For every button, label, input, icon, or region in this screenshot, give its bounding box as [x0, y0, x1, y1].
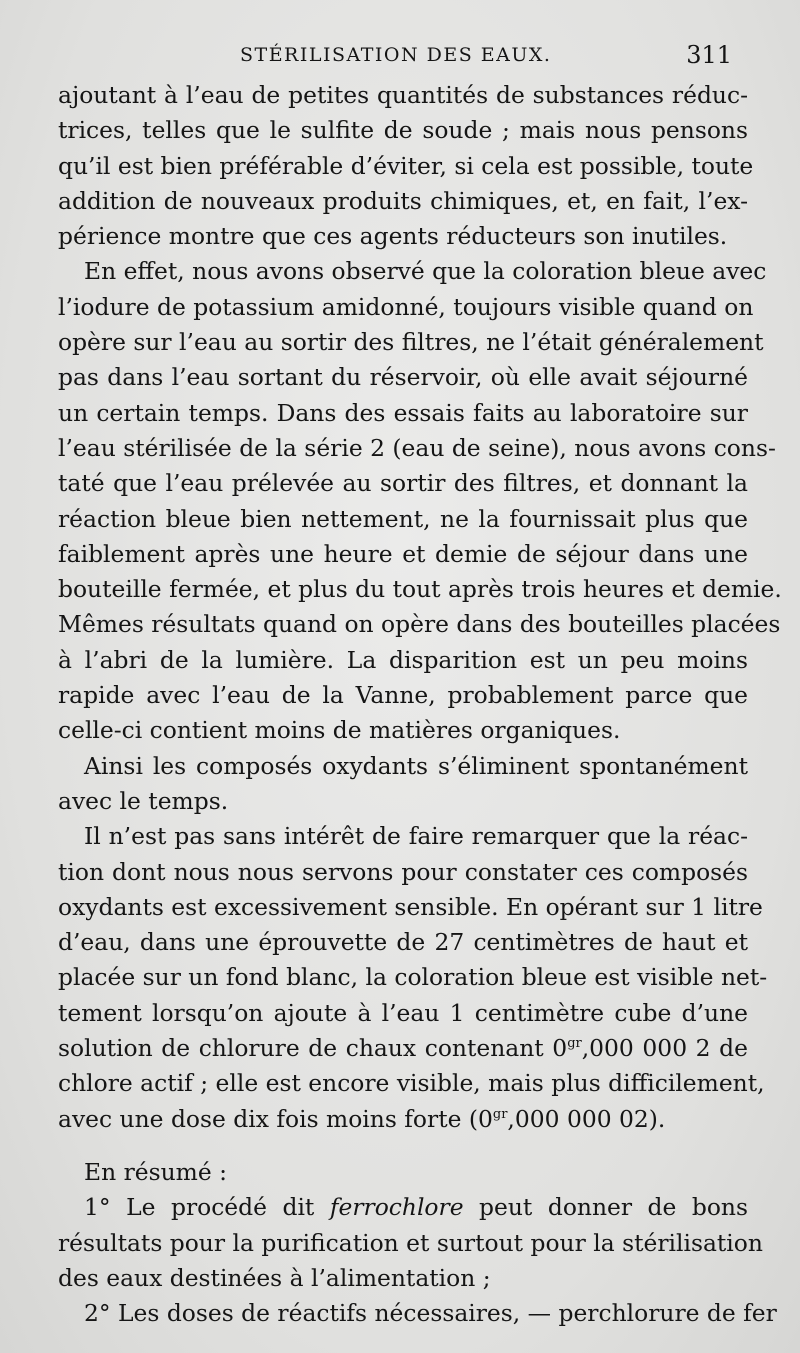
text-line: addition de nouveaux produits chimiques, et, en fait, l’ex-	[58, 186, 748, 215]
text-segment: solution de chlorure de chaux contenant 0	[58, 1034, 568, 1063]
text-line: 2° Les doses de réactifs nécessaires, — perchlorure de fer	[84, 1299, 777, 1328]
text-line: l’iodure de potassium amidonné, toujours visible quand on	[58, 292, 754, 321]
text-line: un certain temps. Dans des essais faits au laboratoire sur	[58, 398, 748, 427]
text-line: résultats pour la purification et surtout pour la stérilisation	[58, 1228, 763, 1257]
text-line	[58, 1102, 748, 1137]
text-line: pas dans l’eau sortant du réservoir, où elle avait séjourné	[58, 363, 748, 392]
text-segment: peut donner de bons	[463, 1193, 749, 1222]
section-heading: En résumé :	[84, 1157, 228, 1186]
text-line: En effet, nous avons observé que la coloration bleue avec	[84, 257, 767, 286]
text-segment: avec une dose dix fois moins forte (0	[58, 1104, 493, 1133]
text-segment: ,000 000 02).	[507, 1104, 666, 1133]
page-number: 311	[686, 41, 732, 69]
text-line: faiblement après une heure et demie de séjour dans une	[58, 539, 748, 568]
text-line: l’eau stérilisée de la série 2 (eau de seine), nous avons cons-	[58, 433, 776, 462]
paragraph-gap	[58, 1137, 748, 1155]
text-line: tion dont nous nous servons pour constater ces composés	[58, 857, 748, 886]
text-line: des eaux destinées à l’alimentation ;	[58, 1263, 491, 1292]
superscript-unit: gr	[492, 1106, 508, 1122]
text-line: à l’abri de la lumière. La disparition est un peu moins	[58, 645, 748, 674]
text-line: avec le temps.	[58, 786, 229, 815]
text-segment: ,000 000 2 de	[581, 1034, 748, 1063]
text-line: ajoutant à l’eau de petites quantités de substances réduc-	[58, 81, 748, 109]
text-line: rapide avec l’eau de la Vanne, probablement parce que	[58, 681, 748, 710]
text-line: réaction bleue bien nettement, ne la fournissait plus que	[58, 504, 748, 533]
page-header	[240, 38, 770, 70]
text-line: trices, telles que le sulfite de soude ; mais nous pensons	[58, 116, 748, 145]
superscript-unit: gr	[567, 1036, 582, 1052]
text-line: opère sur l’eau au sortir des filtres, ne l’était généralement	[58, 328, 764, 357]
text-line	[58, 1031, 748, 1066]
running-title: STÉRILISATION DES EAUX.	[240, 44, 552, 66]
text-line: Ainsi les composés oxydants s’éliminent spontanément	[84, 751, 748, 780]
text-line: tement lorsqu’on ajoute à l’eau 1 centimètre cube d’une	[58, 998, 748, 1027]
text-line: Mêmes résultats quand on opère dans des bouteilles placées	[58, 610, 781, 639]
text-line: placée sur un fond blanc, la coloration bleue est visible net-	[58, 963, 768, 992]
text-segment: 1° Le procédé dit	[84, 1193, 330, 1222]
text-line: qu’il est bien préférable d’éviter, si cela est possible, toute	[58, 151, 754, 180]
text-line: taté que l’eau prélevée au sortir des filtres, et donnant la	[58, 469, 748, 498]
text-line: d’eau, dans une éprouvette de 27 centimètres de haut et	[58, 928, 748, 957]
text-line: celle-ci contient moins de matières organiques.	[58, 716, 621, 745]
text-line: chlore actif ; elle est encore visible, mais plus difficilement,	[58, 1069, 765, 1098]
text-line: oxydants est excessivement sensible. En opérant sur 1 litre	[58, 892, 763, 921]
text-line: Il n’est pas sans intérêt de faire remarquer que la réac-	[84, 822, 748, 851]
text-line	[58, 1190, 748, 1225]
body-text	[58, 78, 782, 1331]
text-line: périence montre que ces agents réducteurs son inutiles.	[58, 222, 728, 251]
italic-term: ferrochlore	[329, 1193, 464, 1222]
text-line: bouteille fermée, et plus du tout après trois heures et demie.	[58, 575, 782, 604]
